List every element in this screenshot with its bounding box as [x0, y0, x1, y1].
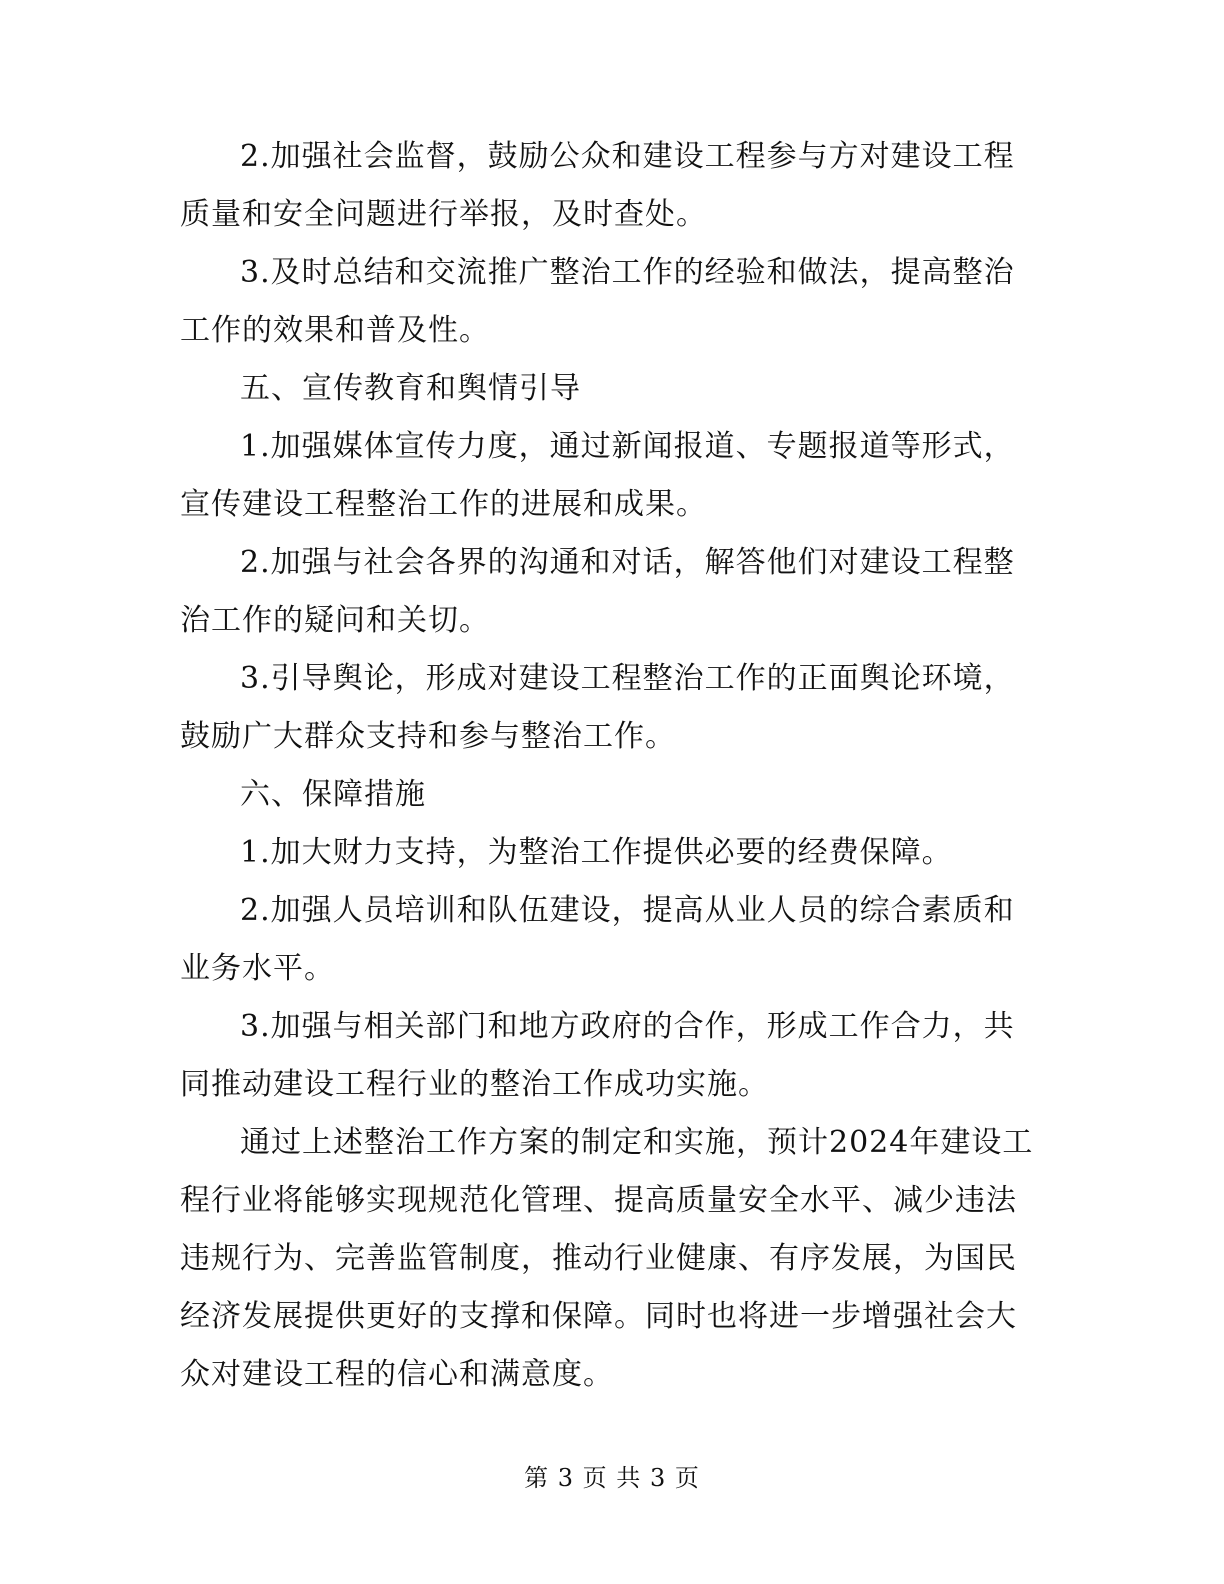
page-number-footer: 第 3 页 共 3 页 [524, 1464, 700, 1492]
paragraph: 2.加强人员培训和队伍建设，提高从业人员的综合素质和业务水平。 [180, 893, 1015, 986]
paragraph: 1.加强媒体宣传力度，通过新闻报道、专题报道等形式，宣传建设工程整治工作的进展和成果。 [180, 429, 1015, 522]
section-heading: 六、保障措施 [240, 777, 426, 812]
paragraph: 通过上述整治工作方案的制定和实施，预计2024年建设工程行业将能够实现规范化管理、提高质量安全水平、减少违法违规行为、完善监管制度，推动行业健康、有序发展，为国民经济发展提供更好的支撑和保障。同时也将进一步增强社会大众对建设工程的信心和满意度。 [180, 1125, 1034, 1392]
paragraph: 3.及时总结和交流推广整治工作的经验和做法，提高整治工作的效果和普及性。 [180, 255, 1015, 348]
paragraph: 2.加强社会监督，鼓励公众和建设工程参与方对建设工程质量和安全问题进行举报，及时查处。 [180, 139, 1015, 232]
paragraph: 1.加大财力支持，为整治工作提供必要的经费保障。 [240, 835, 953, 870]
paragraph: 3.引导舆论，形成对建设工程整治工作的正面舆论环境，鼓励广大群众支持和参与整治工作。 [180, 661, 1015, 754]
paragraph: 3.加强与相关部门和地方政府的合作，形成工作合力，共同推动建设工程行业的整治工作成功实施。 [180, 1009, 1015, 1102]
document-body [180, 128, 1040, 1404]
paragraph: 2.加强与社会各界的沟通和对话，解答他们对建设工程整治工作的疑问和关切。 [180, 545, 1015, 638]
section-heading: 五、宣传教育和舆情引导 [240, 371, 581, 406]
